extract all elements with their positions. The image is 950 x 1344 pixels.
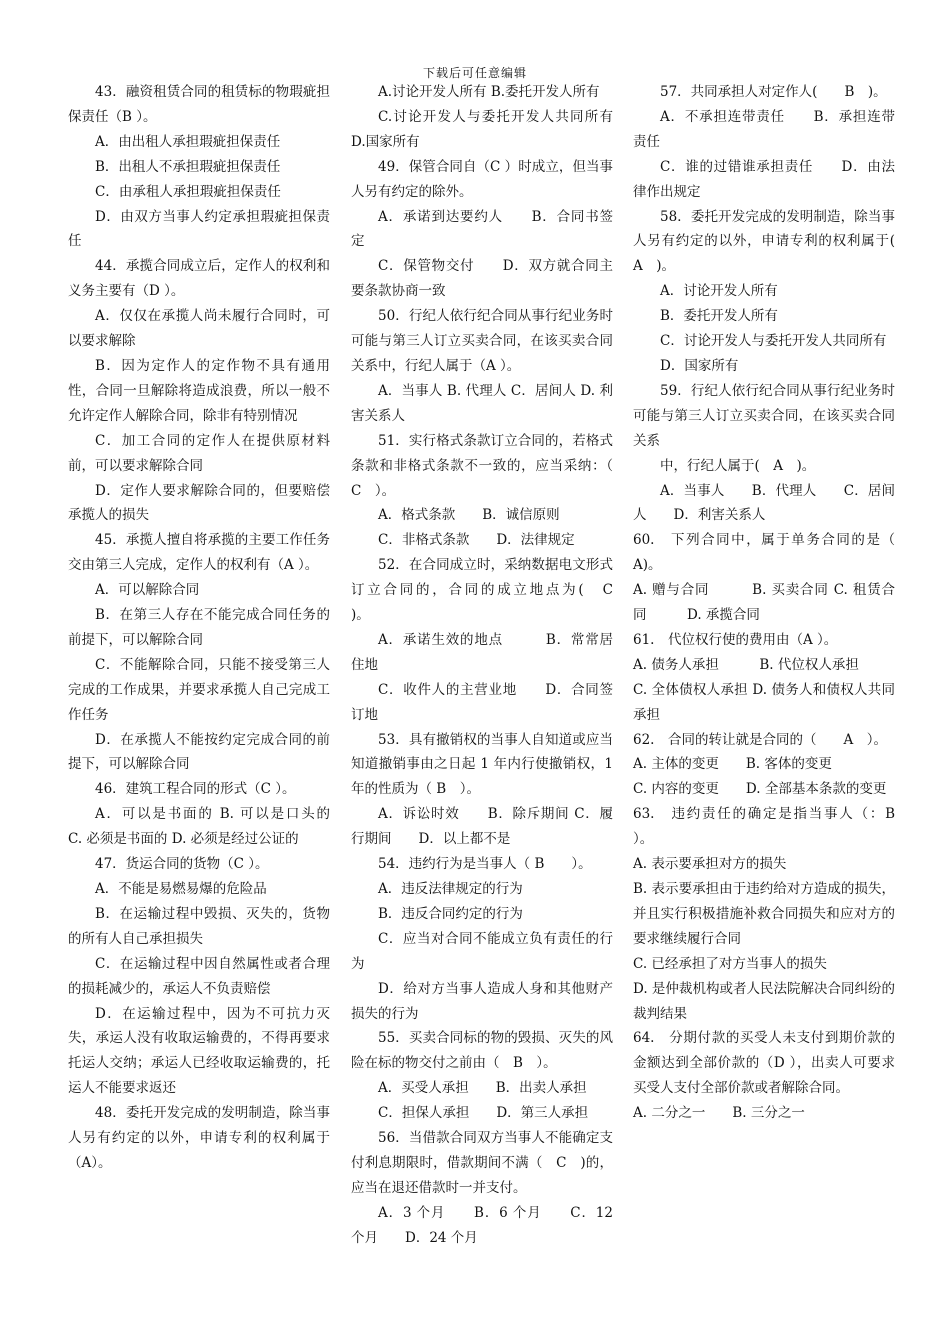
question-line: 61. 代位权行使的费用由（A ）。 [633,631,838,648]
question-line: 49．保管合同自（C ）时成立，但当事人另有约定的除外。 [351,158,613,200]
question-line: A．3 个月 B．6 个月 C．12 个月 D．24 个月 [351,1204,613,1246]
question-line: 55．买卖合同标的物的毁损、灭失的风险在标的物交付之前由（ B ）。 [351,1030,613,1072]
question-line: B．在第三人存在不能完成合同任务的前提下，可以解除合同 [68,607,330,648]
question-line: C.讨论开发人与委托开发人共同所有 D.国家所有 [351,108,613,150]
question-line: D．国家所有 [660,357,739,374]
question-line: 52．在合同成立时，采纳数据电文形式订立合同的，合同的成立地点为( C )。 [351,557,640,624]
column-right [633,80,909,1126]
question-line: 60. 下列合同中，属于单务合同的是（ A)。 [633,532,909,574]
question-line: A. 债务人承担 B. 代位权人承担 [633,656,859,673]
question-line: A．仅仅在承揽人尚未履行合同时，可以要求解除 [68,308,330,350]
question-line: A．格式条款 B．诚信原则 [378,507,560,524]
question-line: 56．当借款合同双方当事人不能确定支付利息期限时，借款期间不满（ C )的，应当在退还借款时一并支付。 [351,1130,613,1196]
column-left [68,80,357,1176]
question-line: B．委托开发人所有 [660,308,778,325]
question-line: C．收件人的主营业地 D．合同签订地 [351,681,613,723]
question-line: A.讨论开发人所有 B.委托开发人所有 [378,84,600,100]
question-line: 62. 合同的转让就是合同的（ A ）。 [633,731,887,748]
question-line: 57．共同承担人对定作人( B )。 [660,84,887,100]
question-line: B．出租人不承担瑕疵担保责任 [95,158,281,175]
question-line: A. 赠与合同 B. 买卖合同 C. 租赁合同 D. 承揽合同 [633,582,895,624]
question-line: A．可以解除合同 [95,582,200,599]
question-line: C．非格式条款 D．法律规定 [378,532,575,549]
question-line: A．由出租人承担瑕疵担保责任 [95,133,281,150]
question-line: A．买受人承担 B．出卖人承担 [378,1080,587,1097]
question-line: C. 全体债权人承担 D. 债务人和债权人共同承担 [633,681,895,723]
question-line: D．由双方当事人约定承担瑕疵担保责任 [68,208,330,250]
question-line: C．加工合同的定作人在提供原材料前，可以要求解除合同 [68,432,330,474]
question-line: C．讨论开发人与委托开发人共同所有 [660,333,887,350]
question-line: C. 内容的变更 D. 全部基本条款的变更 [633,781,887,798]
question-line: A．违反法律规定的行为 [378,881,523,897]
question-line: 53．具有撤销权的当事人自知道或应当知道撤销事由之日起 1 年内行使撤销权，1 年的性质为（ B ）。 [351,731,613,798]
question-line: A．当事人 B．代理人 C．居间人 D．利害关系人 [633,482,895,524]
page-header: 下载后可任意编辑 [422,66,527,80]
question-line: A. 主体的变更 B. 客体的变更 [633,756,832,773]
question-line: 47．货运合同的货物（C ）。 [95,856,269,873]
question-line: A．诉讼时效 B．除斥期间 C．履行期间 D．以上都不是 [351,806,613,848]
question-line: B．在运输过程中毁损、灭失的，货物的所有人自己承担损失 [68,905,330,947]
question-line: 43．融资租赁合同的租赁标的物瑕疵担保责任（B ）。 [68,84,330,125]
question-line: D．在运输过程中，因为不可抗力灭失，承运人没有收取运输费的，不得再要求托运人交纳；承运人已经收取运输费的，托运人不能要求返还 [68,1005,330,1097]
question-line: 44．承揽合同成立后，定作人的权利和义务主要有（D ）。 [68,258,330,300]
question-line: 46．建筑工程合同的形式（C ）。 [95,781,296,798]
question-line: B．违反合同约定的行为 [378,905,523,922]
question-line: C．应当对合同不能成立负有责任的行为 [351,930,613,972]
question-line: 54．违约行为是当事人（ B ）。 [378,856,592,873]
question-line: A．承诺生效的地点 B．常常居住地 [351,631,613,673]
question-line: 中，行纪人属于( A )。 [660,457,816,474]
question-line: A. 表示要承担对方的损失 [633,856,787,873]
question-line: A．不承担连带责任 B．承担连带责任 [633,108,895,150]
question-line: C．在运输过程中因自然属性或者合理的损耗减少的，承运人不负责赔偿 [68,955,330,997]
question-line: D. 是仲裁机构或者人民法院解决合同纠纷的裁判结果 [633,980,895,1022]
question-line: C．谁的过错谁承担责任 D．由法律作出规定 [633,158,895,200]
question-line: D．定作人要求解除合同的，但要赔偿承揽人的损失 [68,482,330,524]
column-middle [351,80,640,1251]
question-line: 63. 违约责任的确定是指当事人（：B ）。 [633,806,909,848]
question-line: C．担保人承担 D．第三人承担 [378,1105,589,1122]
question-line: 50．行纪人依行纪合同从事行纪业务时可能与第三人订立买卖合同，在该买卖合同关系中，行纪人属于（A ）。 [351,308,613,374]
question-line: B. 表示要承担由于违约给对方造成的损失，并且实行积极措施补救合同损失和应对方的要求继续履行合同 [633,881,895,947]
question-line: A．承诺到达要约人 B．合同书签定 [351,208,613,250]
question-line: 64. 分期付款的买受人未支付到期价款的金额达到全部价款的（D ），出卖人可要求买受人支付全部价款或者解除合同。 [633,1030,895,1097]
question-line: 58．委托开发完成的发明制造，除当事人另有约定的以外，申请专利的权利属于( A )。 [633,208,909,275]
question-line: 48．委托开发完成的发明制造，除当事人另有约定的以外，申请专利的权利属于（A）。 [68,1105,330,1171]
question-line: C. 已经承担了对方当事人的损失 [633,955,827,972]
question-line: D．给对方当事人造成人身和其他财产损失的行为 [351,980,613,1022]
question-line: 51．实行格式条款订立合同的，若格式条款和非格式条款不一致的，应当采纳：（ C ）。 [351,432,627,499]
question-line: C．不能解除合同，只能不接受第三人完成的工作成果，并要求承揽人自己完成工作任务 [68,656,330,723]
question-line: A．讨论开发人所有 [660,283,778,300]
question-line: 59．行纪人依行纪合同从事行纪业务时可能与第三人订立买卖合同，在该买卖合同关系 [633,382,895,449]
question-line: A．不能是易燃易爆的危险品 [95,881,267,897]
question-line: A．当事人 B. 代理人 C．居间人 D. 利害关系人 [351,382,613,424]
question-line: A. 二分之一 B. 三分之一 [633,1105,805,1122]
question-line: C．保管物交付 D．双方就合同主要条款协商一致 [351,258,613,300]
question-line: D．在承揽人不能按约定完成合同的前提下，可以解除合同 [68,731,330,773]
question-line: A．可以是书面的 B. 可以是口头的 C. 必须是书面的 D. 必须是经过公证的 [68,806,357,848]
question-line: B．因为定作人的定作物不具有通用性，合同一旦解除将造成浪费，所以一般不允许定作人解除合同，除非有特别情况 [68,357,330,424]
question-line: 45．承揽人擅自将承揽的主要工作任务交由第三人完成，定作人的权利有（A ）。 [68,532,330,574]
question-line: C．由承租人承担瑕疵担保责任 [95,183,281,200]
